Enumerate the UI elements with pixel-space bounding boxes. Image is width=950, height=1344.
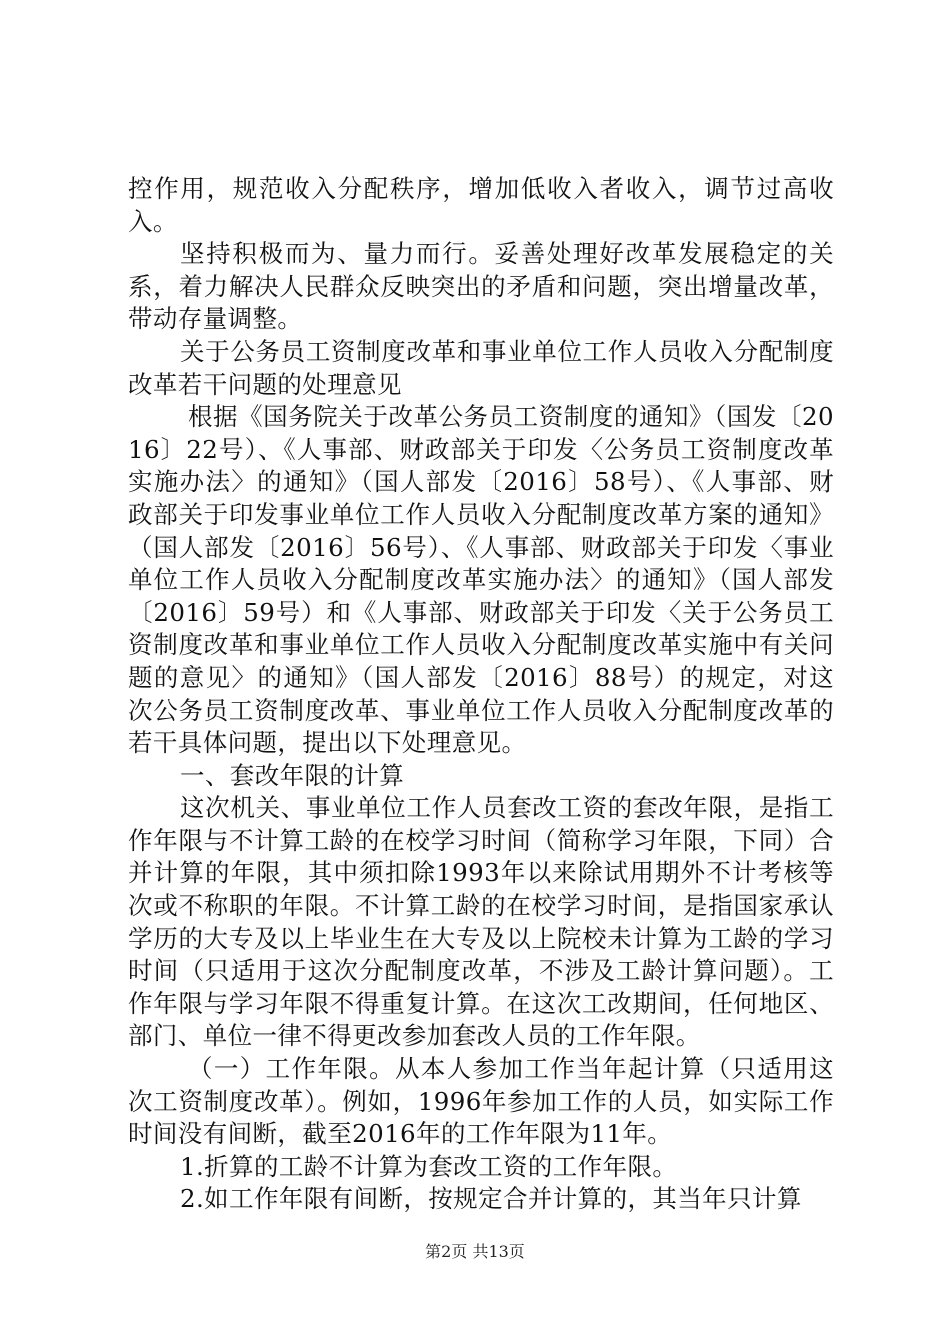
paragraph-section-1: 这次机关、事业单位工作人员套改工资的套改年限，是指工作年限与不计算工龄的在校学习时间（简称学习年限，下同）合并计算的年限，其中须扣除1993年以来除试用期外不计考核等次或不称职的年限。不计算工龄的在校学习时间，是指国家承认学历的大专及以上毕业生在大专及以上院校未计算为工龄的学习时间（只适用于这次分配制度改革，不涉及工龄计算问题）。工作年限与学习年限不得重复计算。在这次工改期间，任何地区、部门、单位一律不得更改参加套改人员的工作年限。 [128, 793, 834, 1051]
paragraph-basis: 根据《国务院关于改革公务员工资制度的通知》（国发〔2016〕22号）、《人事部、财政部关于印发〈公务员工资制度改革实施办法〉的通知》（国人部发〔2016〕58号）、《人事部、财政部关于印发事业单位工作人员收入分配制度改革方案的通知》（国人部发〔2016〕56号）、《人事部、财政部关于印发〈事业单位工作人员收入分配制度改革实施办法〉的通知》（国人部发〔2016〕59号）和《人事部、财政部关于印发〈关于公务员工资制度改革和事业单位工作人员收入分配制度改革实施中有关问题的意见〉的通知》（国人部发〔2016〕88号）的规定，对这次公务员工资制度改革、事业单位工作人员收入分配制度改革的若干具体问题，提出以下处理意见。 [128, 402, 834, 758]
document-body [128, 173, 834, 1216]
page-number-footer: 第2页 共13页 [425, 1242, 525, 1261]
document-title: 关于公务员工资制度改革和事业单位工作人员收入分配制度改革若干问题的处理意见 [128, 336, 834, 399]
paragraph-subsection-1: （一）工作年限。从本人参加工作当年起计算（只适用这次工资制度改革）。例如，1996年参加工作的人员，如实际工作时间没有间断，截至2016年的工作年限为11年。 [128, 1054, 834, 1149]
paragraph-continuation: 控作用，规范收入分配秩序，增加低收入者收入，调节过高收入。 [128, 174, 834, 236]
list-item-2: 2.如工作年限有间断，按规定合并计算的，其当年只计算 [180, 1184, 802, 1214]
paragraph-principle: 坚持积极而为、量力而行。妥善处理好改革发展稳定的关系，着力解决人民群众反映突出的矛盾和问题，突出增量改革，带动存量调整。 [128, 239, 834, 334]
section-heading-1: 一、套改年限的计算 [180, 760, 405, 790]
list-item-1: 1.折算的工龄不计算为套改工资的工作年限。 [180, 1151, 678, 1181]
